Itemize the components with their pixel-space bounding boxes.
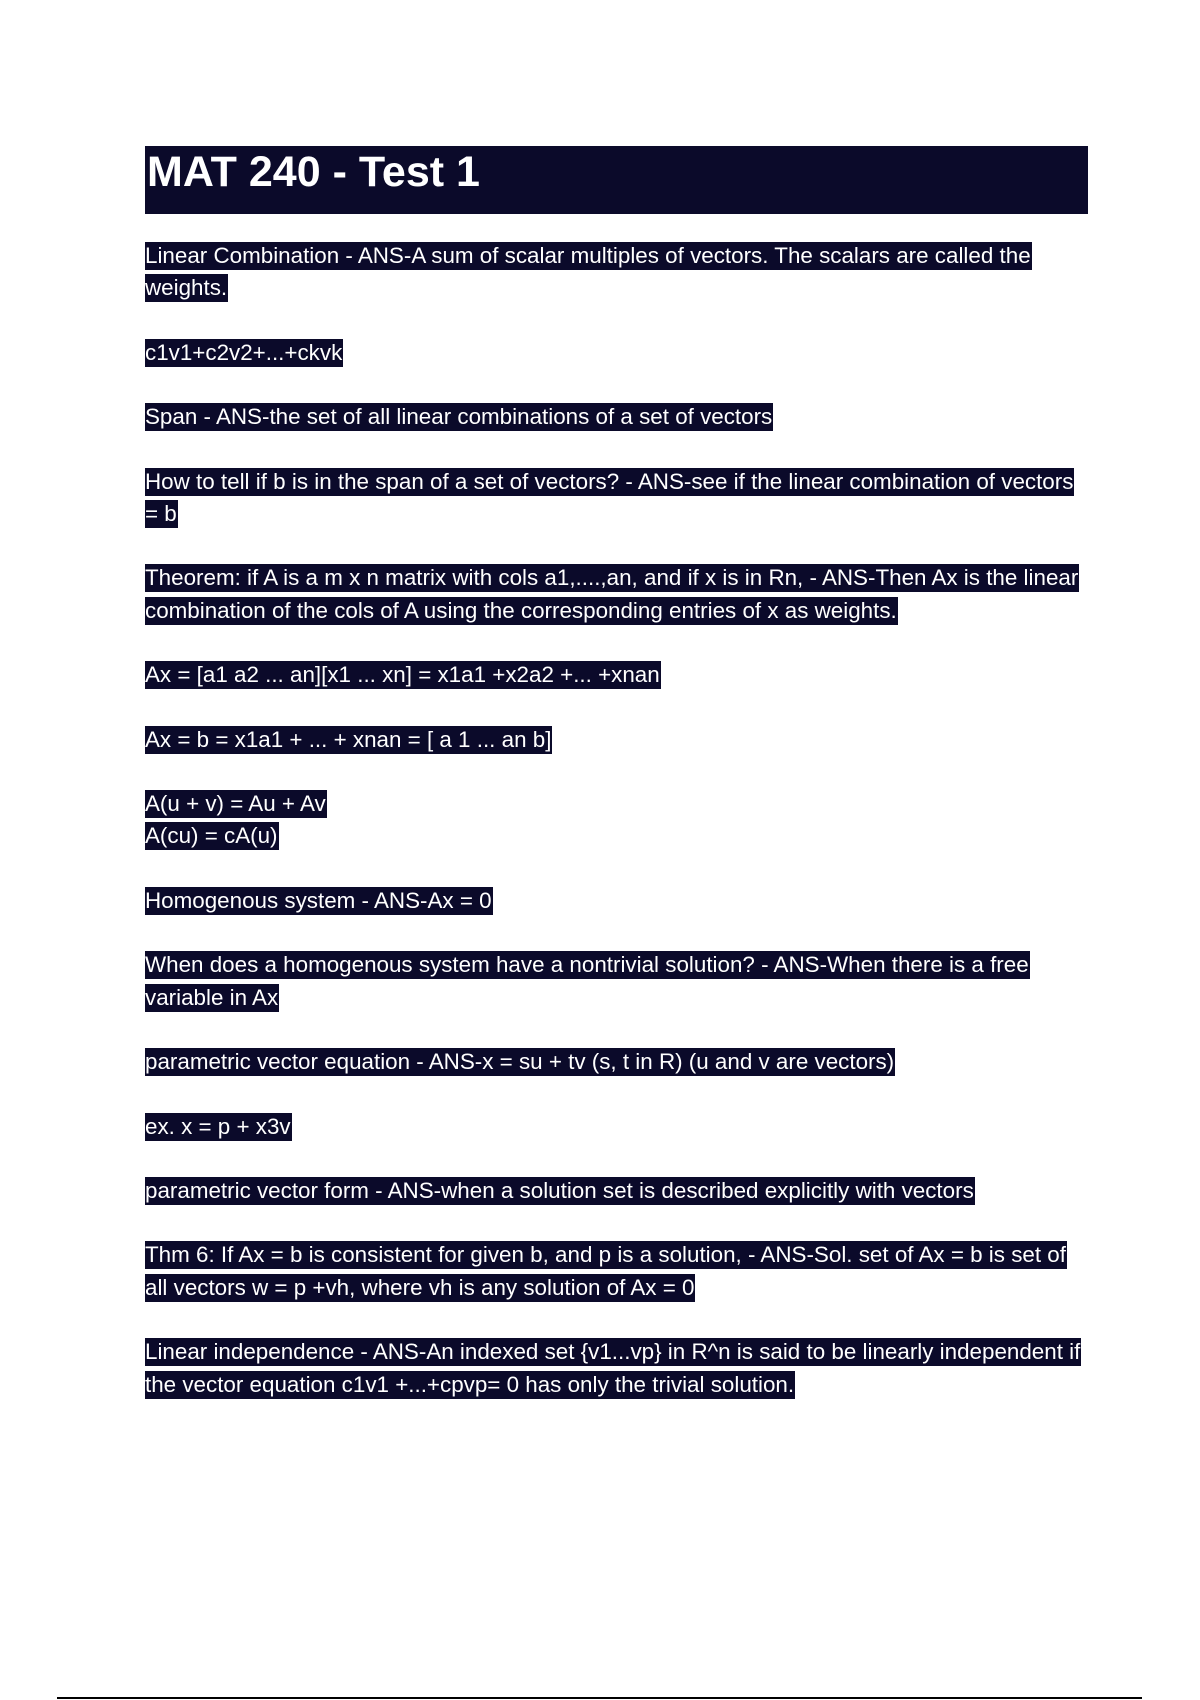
paragraph-1 <box>145 240 1085 305</box>
paragraph-7-line-1: Ax = b = x1a1 + ... + xnan = [ a 1 ... an b] <box>145 726 552 752</box>
paragraph-8-line-2: A(cu) = cA(u) <box>145 823 278 849</box>
paragraph-4 <box>145 466 1085 531</box>
paragraph-15-line-1: Linear independence - ANS-An indexed set {v1...vp} in R^n is said to be linearly independent if the vector equation c1v1 +...+cpvp= 0 has only the trivial solution. <box>145 1339 1081 1397</box>
paragraph-12-line-1: ex. x = p + x3v <box>145 1113 291 1139</box>
paragraph-12 <box>145 1111 1085 1143</box>
document-body <box>145 240 1085 1433</box>
paragraph-9 <box>145 885 1085 917</box>
paragraph-6-line-1: Ax = [a1 a2 ... an][x1 ... xn] = x1a1 +x2a2 +... +xnan <box>145 662 660 688</box>
paragraph-5 <box>145 562 1085 627</box>
paragraph-14 <box>145 1239 1085 1304</box>
paragraph-15 <box>145 1336 1085 1401</box>
paragraph-11 <box>145 1046 1085 1078</box>
paragraph-6 <box>145 659 1085 691</box>
paragraph-11-line-1: parametric vector equation - ANS-x = su + tv (s, t in R) (u and v are vectors) <box>145 1049 895 1075</box>
paragraph-8 <box>145 788 1085 853</box>
paragraph-5-line-1: Theorem: if A is a m x n matrix with cols a1,....,an, and if x is in Rn, - ANS-Then Ax is the linear combination of the cols of A using the corresponding entries of x as weights. <box>145 565 1079 623</box>
paragraph-13-line-1: parametric vector form - ANS-when a solution set is described explicitly with vectors <box>145 1177 974 1203</box>
page-bottom-rule <box>57 1697 1142 1699</box>
paragraph-1-line-1: Linear Combination - ANS-A sum of scalar multiples of vectors. The scalars are called the weights. <box>145 243 1031 301</box>
paragraph-3-line-1: Span - ANS-the set of all linear combinations of a set of vectors <box>145 404 773 430</box>
paragraph-4-line-1: How to tell if b is in the span of a set of vectors? - ANS-see if the linear combination of vectors = b <box>145 468 1074 527</box>
paragraph-2-line-1: c1v1+c2v2+...+ckvk <box>145 339 343 365</box>
document-title-bar <box>145 146 1088 214</box>
paragraph-7 <box>145 724 1085 756</box>
paragraph-2 <box>145 337 1085 369</box>
paragraph-3 <box>145 401 1085 433</box>
paragraph-10-line-1: When does a homogenous system have a nontrivial solution? - ANS-When there is a free variable in Ax <box>145 952 1029 1010</box>
paragraph-14-line-1: Thm 6: If Ax = b is consistent for given b, and p is a solution, - ANS-Sol. set of Ax = b is set of all vectors w = p +vh, where vh is any solution of Ax = 0 <box>145 1242 1066 1300</box>
paragraph-13 <box>145 1175 1085 1207</box>
document-title: MAT 240 - Test 1 <box>147 148 480 196</box>
paragraph-9-line-1: Homogenous system - ANS-Ax = 0 <box>145 887 492 913</box>
paragraph-10 <box>145 949 1085 1014</box>
paragraph-8-line-1: A(u + v) = Au + Av <box>145 791 326 817</box>
